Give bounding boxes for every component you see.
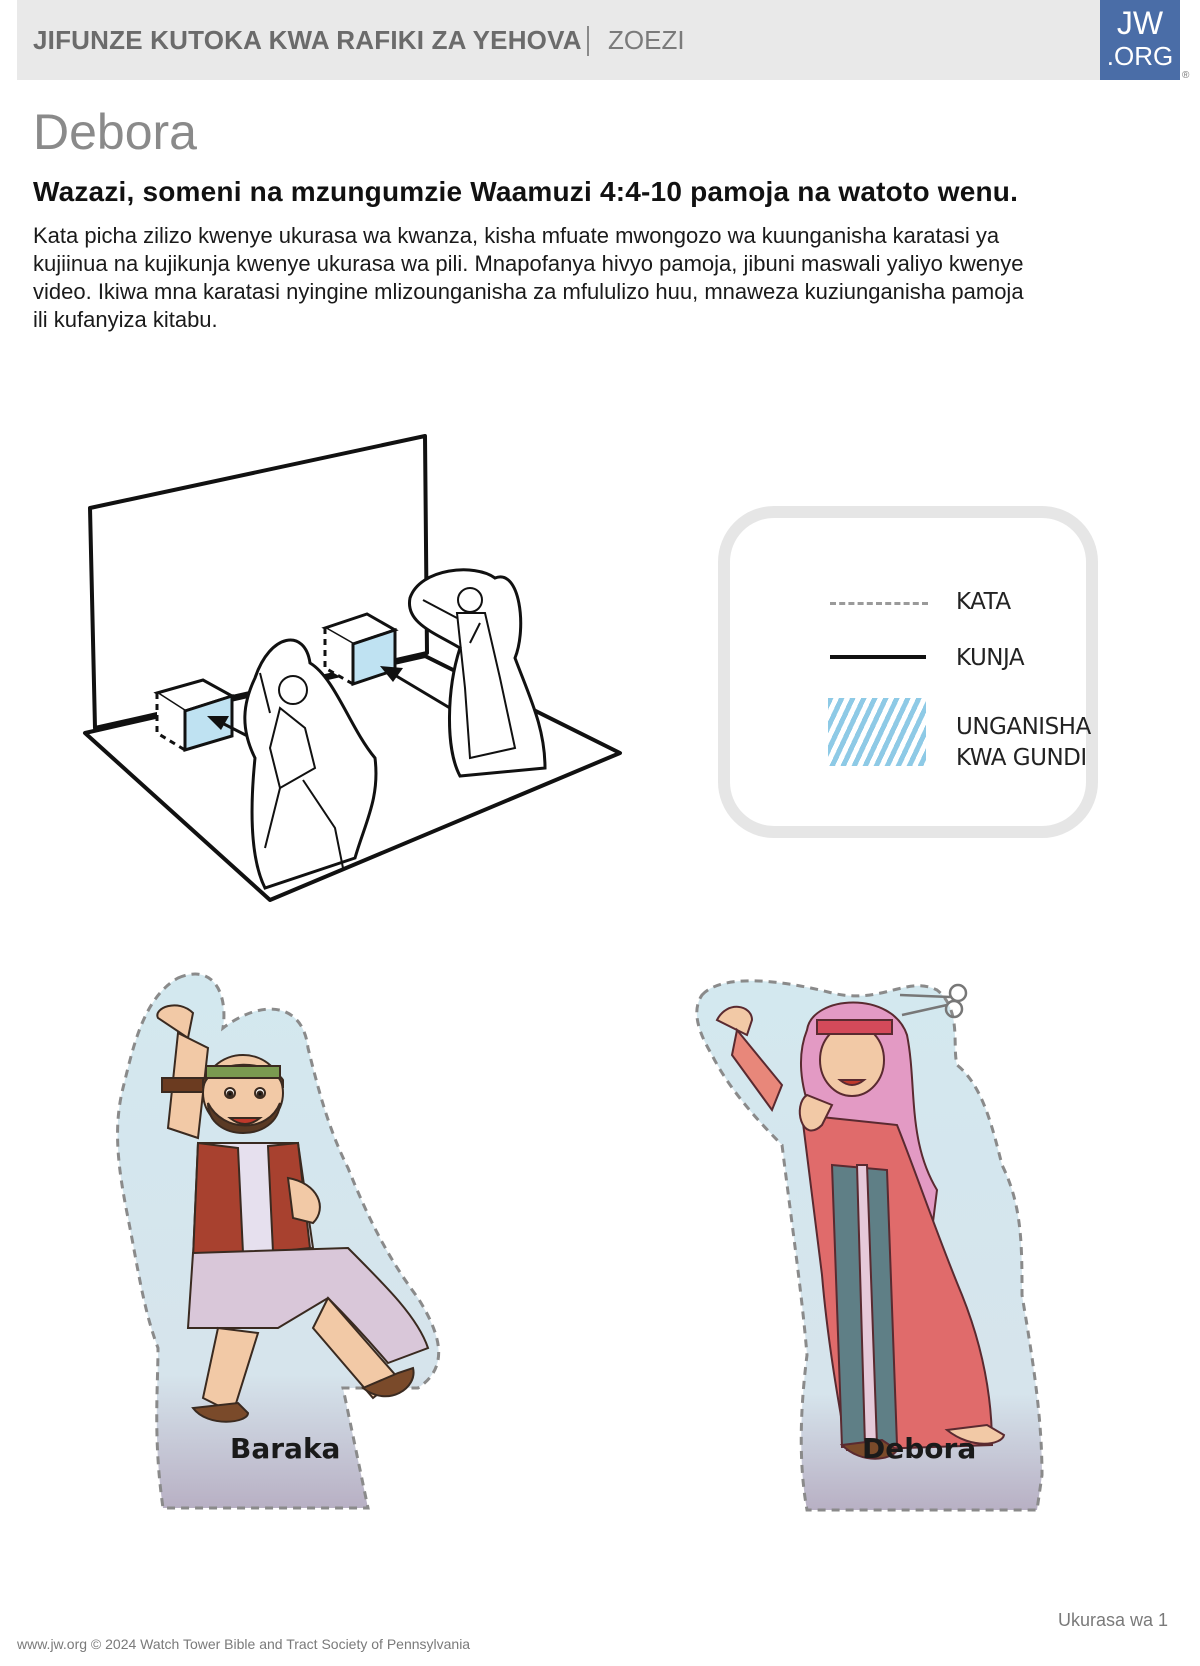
instructions-line: ili kufanyiza kitabu. [33, 307, 218, 332]
figure-label-baraka: Baraka [230, 1432, 341, 1465]
legend-glue-label-1: UNGANISHA [956, 714, 1091, 740]
header-divider [587, 26, 589, 56]
glue-cube-right [325, 614, 395, 684]
logo-top-text: JW [1116, 5, 1164, 41]
registered-mark: ® [1182, 70, 1190, 81]
legend-glue-swatch [828, 698, 926, 766]
page-title: Debora [33, 104, 197, 160]
footer-copyright[interactable]: www.jw.org © 2024 Watch Tower Bible and Tract Society of Pennsylvania [17, 1636, 471, 1652]
legend-glue-label-2: KWA GUNDI [956, 745, 1087, 771]
logo-bottom-text: .ORG [1106, 41, 1174, 71]
legend-cut-label: KATA [956, 589, 1011, 615]
page-number: Ukurasa wa 1 [1058, 1610, 1169, 1630]
glue-cube-left [157, 680, 232, 750]
series-type: ZOEZI [608, 25, 685, 55]
legend-box [718, 506, 1098, 838]
figure-label-debora: Debora [862, 1432, 977, 1465]
legend-fold-label: KUNJA [956, 645, 1025, 671]
legend-cut-line [830, 602, 928, 605]
popup-assembly-diagram [75, 428, 635, 918]
instructions-line: video. Ikiwa mna karatasi nyingine mlizounganisha za mfululizo huu, mnaweza kuziunganisha pamoja [33, 279, 1024, 304]
subheading: Wazazi, someni na mzungumzie Waamuzi 4:4-10 pamoja na watoto wenu. [33, 176, 1019, 207]
legend-fold-line [830, 655, 926, 659]
jw-org-logo[interactable] [1100, 0, 1180, 80]
series-title: JIFUNZE KUTOKA KWA RAFIKI ZA YEHOVA [33, 25, 582, 55]
instructions-paragraph [33, 222, 1143, 334]
instructions-line: kujiinua na kujikunja kwenye ukurasa wa pili. Mnapofanya hivyo pamoja, jibuni maswali yaliyo kwenye [33, 251, 1024, 276]
instructions-line: Kata picha zilizo kwenye ukurasa wa kwanza, kisha mfuate mwongozo wa kuunganisha karatasi ya [33, 223, 1000, 248]
